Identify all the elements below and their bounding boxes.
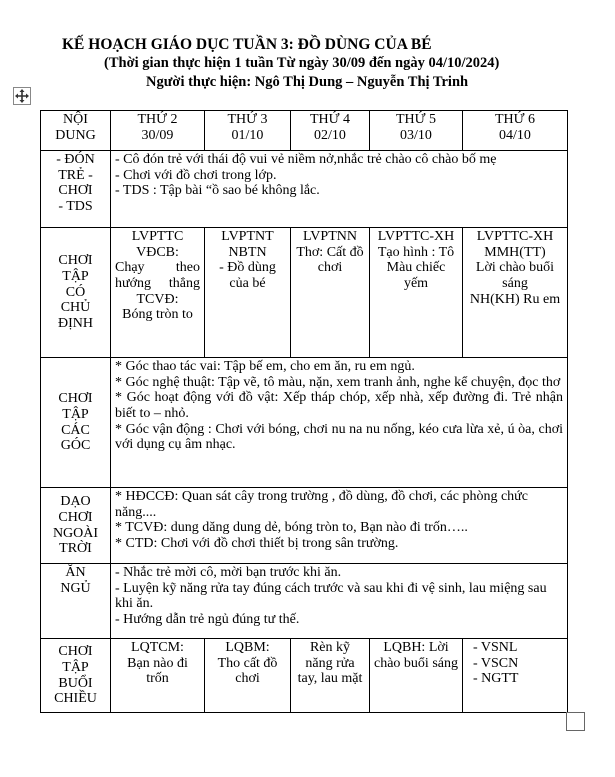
activity-cell-wed — [291, 228, 370, 358]
cell-line: Tạo hình : Tô Màu chiếc yếm — [377, 244, 455, 292]
content-line: * CTD: Chơi với đồ chơi thiết bị trong sân trường. — [115, 536, 399, 552]
content-line: * Góc thao tác vai: Tập bế em, cho em ăn, ru em ngủ. — [115, 359, 415, 374]
day-date: 04/10 — [499, 127, 531, 143]
content-line: * HĐCCĐ: Quan sát cây trong trường , đồ dùng, đồ chơi, các phòng chức năng.... — [115, 489, 528, 520]
activity-cell-thu — [370, 228, 463, 358]
row-label — [41, 151, 111, 228]
cell-line: VĐCB: — [136, 244, 179, 260]
cell-line: Bạn nào đi trốn — [127, 655, 188, 687]
activity-cell-tue — [205, 228, 291, 358]
cell-line: NBTN — [228, 244, 267, 260]
row-label-line: TRỜI — [59, 541, 92, 557]
header-label-line: NỘI — [63, 112, 88, 127]
day-name: THỨ 2 — [137, 112, 178, 127]
row-content — [111, 358, 568, 488]
row-label-line: DẠO — [60, 494, 91, 510]
row-label — [41, 228, 111, 358]
cell-line: Rèn kỹ năng rửa tay, lau mặt — [297, 640, 363, 687]
row-label-line: GÓC — [60, 438, 91, 454]
row-label-line: ĂN — [65, 565, 86, 580]
day-date: 02/10 — [314, 127, 346, 143]
day-name: THỨ 3 — [227, 112, 268, 127]
afternoon-cell-tue — [205, 639, 291, 713]
content-line: * Góc nghệ thuật: Tập vẽ, tô màu, nặn, xem tranh ảnh, nghe kể chuyện, đọc thơ — [115, 374, 561, 390]
row-label — [41, 564, 111, 639]
day-name: THỨ 5 — [395, 112, 437, 127]
day-date: 03/10 — [400, 127, 432, 143]
cell-line: NH(KH) Ru em — [469, 291, 561, 307]
day-date: 01/10 — [231, 127, 264, 143]
cell-line: LVPTNN — [303, 229, 357, 244]
author-line: Người thực hiện: Ngô Thị Dung – Nguyễn Thị Trinh — [146, 74, 469, 90]
row-label-line: NGỦ — [60, 580, 91, 596]
row-label-line: CÓ — [65, 284, 86, 300]
header-label-line: DUNG — [55, 127, 96, 143]
row-don-tre — [41, 151, 568, 228]
cell-line: - NGTT — [473, 671, 519, 687]
plan-table — [40, 110, 568, 713]
content-line: - TDS : Tập bài “ồ sao bé không lắc. — [115, 183, 320, 199]
row-label — [41, 488, 111, 564]
page-title: KẾ HOẠCH GIÁO DỤC TUẦN 3: ĐỒ DÙNG CỦA BÉ — [62, 36, 432, 53]
day-name: THỨ 6 — [494, 112, 536, 127]
row-content — [111, 488, 568, 564]
row-label — [41, 639, 111, 713]
content-line: * TCVĐ: dung dăng dung dẻ, bóng tròn to, Bạn nào đi trốn….. — [115, 520, 468, 536]
row-choi-tap-co-chu-dinh — [41, 228, 568, 358]
content-line: - Hướng dẫn trẻ ngủ đúng tư thế. — [115, 612, 300, 628]
cell-line: Thơ: Cất đồ chơi — [296, 244, 364, 276]
row-label-line: CÁC — [61, 422, 90, 438]
resize-handle-icon[interactable] — [566, 712, 585, 731]
cell-line: LQBH: Lời chào buổi sáng — [374, 640, 458, 671]
row-label-line: - ĐÓN — [56, 152, 95, 167]
cell-line: Lời chào buổi sáng — [475, 260, 555, 292]
row-label-line: CHƠI — [58, 391, 93, 407]
content-line: - Luyện kỹ năng rửa tay đúng cách trước và sau khi đi vệ sinh, lau miệng sau khi ăn. — [115, 580, 547, 612]
row-choi-tap-buoi-chieu — [41, 639, 568, 713]
cell-line: MMH(TT) — [484, 244, 546, 260]
cell-line: - VSNL — [473, 640, 518, 655]
cell-line: - VSCN — [473, 655, 519, 671]
row-label-line: CHIỀU — [54, 691, 97, 707]
row-dao-choi-ngoai-troi — [41, 488, 568, 564]
cell-line: LQBM: — [225, 640, 270, 655]
afternoon-cell-mon — [111, 639, 205, 713]
cell-line: Chạy theo hướng thẳng — [115, 260, 200, 292]
activity-cell-fri — [463, 228, 568, 358]
row-label-line: - TDS — [58, 199, 93, 215]
day-header-mon — [111, 111, 205, 151]
row-label-line: TRẺ - — [58, 167, 93, 183]
cell-line: LVPTNT — [221, 229, 274, 244]
afternoon-cell-wed — [291, 639, 370, 713]
content-line: * Góc hoạt động với đồ vật: Xếp tháp chóp, xếp nhà, xếp đường đi. Trẻ nhận biết to – nhỏ. — [115, 390, 563, 422]
cell-line: LQTCM: — [131, 640, 184, 655]
day-name: THỨ 4 — [309, 112, 351, 127]
row-label-line: TẬP — [62, 406, 89, 422]
day-header-wed — [291, 111, 370, 151]
cell-line: LVPTTC-XH — [476, 229, 554, 244]
row-label-line: TẬP — [62, 659, 89, 675]
content-line: - Nhắc trẻ mời cô, mời bạn trước khi ăn. — [115, 565, 342, 580]
row-label-line: NGOÀI — [52, 525, 99, 541]
row-label-line: CHƠI — [58, 183, 93, 199]
row-content — [111, 564, 568, 639]
page-subtitle: (Thời gian thực hiện 1 tuần Từ ngày 30/09 đến ngày 04/10/2024) — [104, 55, 500, 71]
row-label-line: CHỦ — [60, 300, 91, 316]
row-label-line: CHƠI — [58, 509, 93, 525]
day-header-tue — [205, 111, 291, 151]
content-line: - Cô đón trẻ với thái độ vui vẻ niềm nở,nhắc trẻ chào cô chào bố mẹ — [115, 152, 497, 167]
move-arrows-icon[interactable] — [13, 87, 31, 105]
row-content — [111, 151, 568, 228]
row-label — [41, 358, 111, 488]
day-header-fri — [463, 111, 568, 151]
day-header-thu — [370, 111, 463, 151]
cell-line: LVPTTC-XH — [377, 229, 455, 244]
cell-line: TCVĐ: — [136, 291, 179, 307]
row-label-line: ĐỊNH — [58, 316, 93, 331]
cell-line: Bóng tròn to — [122, 307, 193, 323]
header-row — [41, 111, 568, 151]
header-label-cell — [41, 111, 111, 151]
day-date: 30/09 — [141, 127, 174, 143]
activity-cell-mon — [111, 228, 205, 358]
row-label-line: BUỔI — [58, 675, 93, 691]
content-line: * Góc vận động : Chơi với bóng, chơi nu na nu nống, kéo cưa lừa xẻ, ú òa, chơi với dụng cụ âm nhạc. — [115, 421, 563, 453]
row-label-line: CHƠI — [58, 253, 93, 269]
cell-line: - Đồ dùng của bé — [219, 260, 276, 292]
row-choi-tap-cac-goc — [41, 358, 568, 488]
row-label-line: TẬP — [62, 268, 89, 284]
content-line: - Chơi với đồ chơi trong lớp. — [115, 167, 277, 183]
cell-line: LVPTTC — [131, 229, 184, 244]
row-label-line: CHƠI — [58, 644, 93, 660]
cell-line: Tho cất đồ chơi — [217, 655, 278, 687]
row-an-ngu — [41, 564, 568, 639]
afternoon-cell-fri — [463, 639, 568, 713]
afternoon-cell-thu — [370, 639, 463, 713]
